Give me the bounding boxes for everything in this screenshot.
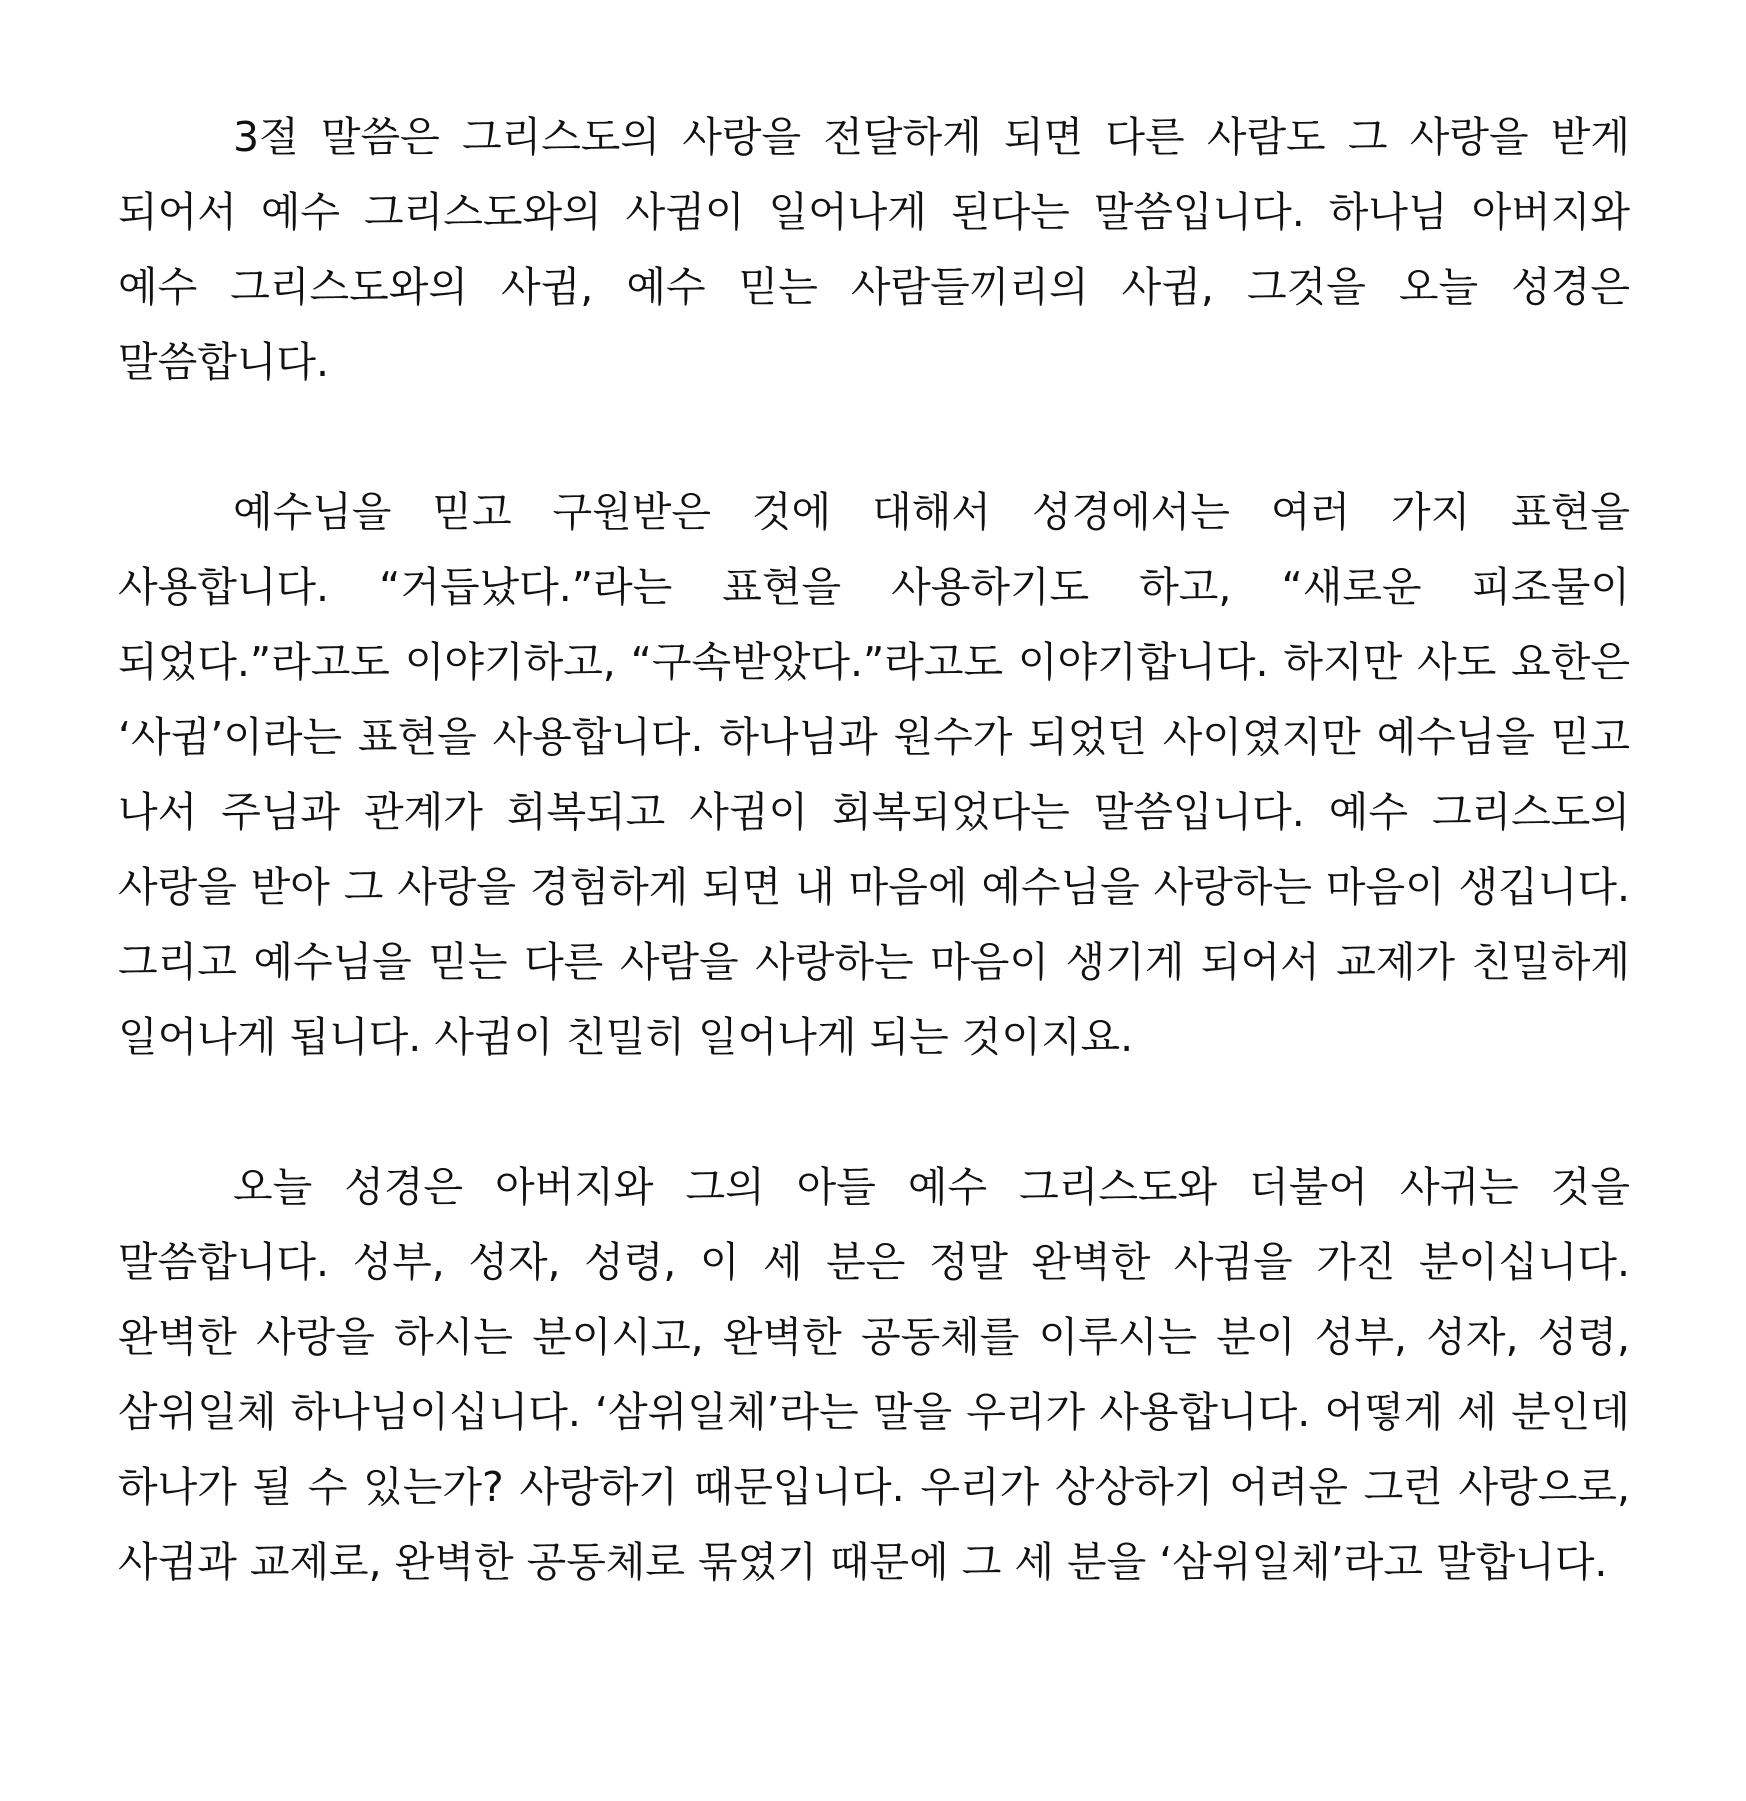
paragraph-1: 3절 말씀은 그리스도의 사랑을 전달하게 되면 다른 사람도 그 사랑을 받게 되어서 예수 그리스도와의 사귐이 일어나게 된다는 말씀입니다. 하나님 아버지와 예수 그리스도와의 사귐, 예수 믿는 사람들끼리의 사귐, 그것을 오늘 성경은 말씀합니다. [118, 113, 1630, 386]
paragraph-2: 예수님을 믿고 구원받은 것에 대해서 성경에서는 여러 가지 표현을 사용합니다. “거듭났다.”라는 표현을 사용하기도 하고, “새로운 피조물이 되었다.”라고도 이야기하고, “구속받았다.”라고도 이야기합니다. 하지만 사도 요한은 ‘사귐’이라는 표현을 사용합니다. 하나님과 원수가 되었던 사이였지만 예수님을 믿고 나서 주님과 관계가 회복되고 사귐이 회복되었다는 말씀입니다. 예수 그리스도의 사랑을 받아 그 사랑을 경험하게 되면 내 마음에 예수님을 사랑하는 마음이 생깁니다. 그리고 예수님을 믿는 다른 사람을 사랑하는 마음이 생기게 되어서 교제가 친밀하게 일어나게 됩니다. 사귐이 친밀히 일어나게 되는 것이지요. [118, 488, 1630, 1061]
document-page [118, 100, 1630, 1600]
paragraph-3: 오늘 성경은 아버지와 그의 아들 예수 그리스도와 더불어 사귀는 것을 말씀합니다. 성부, 성자, 성령, 이 세 분은 정말 완벽한 사귐을 가진 분이십니다. 완벽한 사랑을 하시는 분이시고, 완벽한 공동체를 이루시는 분이 성부, 성자, 성령, 삼위일체 하나님이십니다. ‘삼위일체’라는 말을 우리가 사용합니다. 어떻게 세 분인데 하나가 될 수 있는가? 사랑하기 때문입니다. 우리가 상상하기 어려운 그런 사랑으로, 사귐과 교제로, 완벽한 공동체로 묶였기 때문에 그 세 분을 ‘삼위일체’라고 말합니다. [118, 1163, 1630, 1586]
